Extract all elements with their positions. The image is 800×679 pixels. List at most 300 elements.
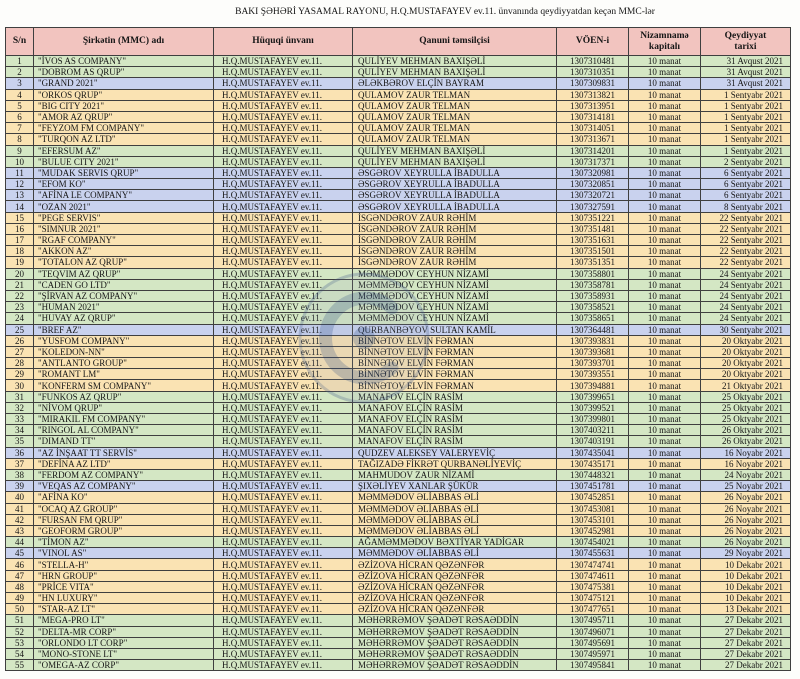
row-number-cell: 5 (6, 100, 34, 111)
registration-date-cell: 25 Oktyabr 2021 (701, 414, 791, 425)
row-number-cell: 53 (6, 637, 34, 648)
registration-date-cell: 20 Oktyabr 2021 (701, 369, 791, 380)
registration-date-cell: 27 Dekabr 2021 (701, 615, 791, 626)
table-row (6, 503, 791, 514)
legal-address-cell: H.Q.MUSTAFAYEV ev.11. (214, 235, 353, 246)
charter-capital-cell: 10 manat (629, 481, 701, 492)
company-name-cell: "AFİNA LE COMPANY" (34, 190, 214, 201)
row-number-cell: 3 (6, 78, 34, 89)
charter-capital-cell: 10 manat (629, 111, 701, 122)
legal-address-cell: H.Q.MUSTAFAYEV ev.11. (214, 581, 353, 592)
legal-representative-cell: QULAMOV ZAUR TELMAN (353, 89, 557, 100)
registration-date-cell: 22 Sentyabr 2021 (701, 235, 791, 246)
tax-id-cell: 1307435041 (557, 447, 629, 458)
legal-address-cell: H.Q.MUSTAFAYEV ev.11. (214, 78, 353, 89)
charter-capital-cell: 10 manat (629, 123, 701, 134)
charter-capital-cell: 10 manat (629, 268, 701, 279)
tax-id-cell: 1307393551 (557, 369, 629, 380)
row-number-cell: 51 (6, 615, 34, 626)
legal-address-cell: H.Q.MUSTAFAYEV ev.11. (214, 604, 353, 615)
charter-capital-cell: 10 manat (629, 402, 701, 413)
table-row (6, 436, 791, 447)
legal-address-cell: H.Q.MUSTAFAYEV ev.11. (214, 380, 353, 391)
row-number-cell: 12 (6, 179, 34, 190)
table-row (6, 257, 791, 268)
legal-representative-cell: MƏMMƏDOV ƏLİABBAS ƏLİ (353, 548, 557, 559)
legal-representative-cell: MƏMMƏDOV ƏLİABBAS ƏLİ (353, 514, 557, 525)
company-name-cell: "STAR-AZ LT" (34, 604, 214, 615)
legal-representative-cell: ƏZİZOVA HİCRAN QƏZƏNFƏR (353, 604, 557, 615)
legal-address-cell: H.Q.MUSTAFAYEV ev.11. (214, 167, 353, 178)
charter-capital-cell: 10 manat (629, 235, 701, 246)
registration-date-cell: 27 Dekabr 2021 (701, 648, 791, 659)
company-name-cell: "EFERSUM AZ" (34, 145, 214, 156)
header-row (6, 28, 791, 56)
company-name-cell: "TEQVIM AZ QRUP" (34, 268, 214, 279)
company-name-cell: "FUNKOS AZ QRUP" (34, 391, 214, 402)
charter-capital-cell: 10 manat (629, 604, 701, 615)
legal-address-cell: H.Q.MUSTAFAYEV ev.11. (214, 402, 353, 413)
legal-address-cell: H.Q.MUSTAFAYEV ev.11. (214, 89, 353, 100)
registration-date-cell: 20 Oktyabr 2021 (701, 346, 791, 357)
charter-capital-cell: 10 manat (629, 89, 701, 100)
table-row (6, 56, 791, 67)
registration-date-cell: 26 Oktyabr 2021 (701, 425, 791, 436)
charter-capital-cell: 10 manat (629, 458, 701, 469)
row-number-cell: 52 (6, 626, 34, 637)
table-row (6, 190, 791, 201)
legal-representative-cell: BİNNƏTOV ELVİN FƏRMAN (353, 358, 557, 369)
tax-id-cell: 1307403211 (557, 425, 629, 436)
company-name-cell: "MUDAK SERVIS QRUP" (34, 167, 214, 178)
charter-capital-cell: 10 manat (629, 637, 701, 648)
tax-id-cell: 1307496071 (557, 626, 629, 637)
charter-capital-cell: 10 manat (629, 335, 701, 346)
legal-address-cell: H.Q.MUSTAFAYEV ev.11. (214, 134, 353, 145)
registration-date-cell: 1 Sentyabr 2021 (701, 100, 791, 111)
table-row (6, 212, 791, 223)
registration-date-cell: 20 Oktyabr 2021 (701, 358, 791, 369)
row-number-cell: 55 (6, 660, 34, 671)
tax-id-cell: 1307364481 (557, 324, 629, 335)
charter-capital-cell: 10 manat (629, 358, 701, 369)
tax-id-cell: 1307358651 (557, 313, 629, 324)
row-number-cell: 20 (6, 268, 34, 279)
company-name-cell: "ORLONDO LT CORP" (34, 637, 214, 648)
tax-id-cell: 1307495711 (557, 615, 629, 626)
legal-representative-cell: MANAFOV ELÇİN RASİM (353, 402, 557, 413)
legal-address-cell: H.Q.MUSTAFAYEV ev.11. (214, 156, 353, 167)
row-number-cell: 40 (6, 492, 34, 503)
tax-id-cell: 1307358521 (557, 302, 629, 313)
registration-date-cell: 25 Noyabr 2021 (701, 481, 791, 492)
company-name-cell: "AKKON AZ" (34, 246, 214, 257)
registration-date-cell: 26 Oktyabr 2021 (701, 436, 791, 447)
company-name-cell: "BIG CITY 2021" (34, 100, 214, 111)
legal-representative-cell: MƏMMƏDOV CEYHUN NİZAMİ (353, 268, 557, 279)
legal-address-cell: H.Q.MUSTAFAYEV ev.11. (214, 111, 353, 122)
legal-address-cell: H.Q.MUSTAFAYEV ev.11. (214, 514, 353, 525)
registration-date-cell: 1 Sentyabr 2021 (701, 89, 791, 100)
table-row (6, 290, 791, 301)
tax-id-cell: 1307455631 (557, 548, 629, 559)
row-number-cell: 30 (6, 380, 34, 391)
legal-representative-cell: ƏZİZOVA HİCRAN QƏZƏNFƏR (353, 593, 557, 604)
charter-capital-cell: 10 manat (629, 369, 701, 380)
legal-representative-cell: İSGƏNDƏROV ZAUR RƏHİM (353, 223, 557, 234)
legal-representative-cell: QULİYEV MEHMAN BAXIŞƏLİ (353, 67, 557, 78)
company-name-cell: "PEGE SERVIS" (34, 212, 214, 223)
legal-representative-cell: QULİYEV MEHMAN BAXIŞƏLİ (353, 56, 557, 67)
row-number-cell: 33 (6, 414, 34, 425)
legal-address-cell: H.Q.MUSTAFAYEV ev.11. (214, 223, 353, 234)
table-row (6, 469, 791, 480)
company-name-cell: "OCAQ AZ GROUP" (34, 503, 214, 514)
registration-date-cell: 1 Sentyabr 2021 (701, 134, 791, 145)
tax-id-cell: 1307314181 (557, 111, 629, 122)
legal-address-cell: H.Q.MUSTAFAYEV ev.11. (214, 268, 353, 279)
legal-address-cell: H.Q.MUSTAFAYEV ev.11. (214, 391, 353, 402)
registration-date-cell: 24 Sentyabr 2021 (701, 313, 791, 324)
tax-id-cell: 1307474741 (557, 559, 629, 570)
tax-id-cell: 1307313671 (557, 134, 629, 145)
company-name-cell: "MONO-STONE LT" (34, 648, 214, 659)
charter-capital-cell: 10 manat (629, 134, 701, 145)
legal-address-cell: H.Q.MUSTAFAYEV ev.11. (214, 335, 353, 346)
tax-id-cell: 1307309831 (557, 78, 629, 89)
table-row (6, 380, 791, 391)
legal-address-cell: H.Q.MUSTAFAYEV ev.11. (214, 425, 353, 436)
company-name-cell: "AMOR AZ QRUP" (34, 111, 214, 122)
table-row (6, 570, 791, 581)
table-row (6, 514, 791, 525)
row-number-cell: 26 (6, 335, 34, 346)
company-name-cell: "BREF AZ" (34, 324, 214, 335)
legal-address-cell: H.Q.MUSTAFAYEV ev.11. (214, 212, 353, 223)
registration-date-cell: 22 Sentyabr 2021 (701, 223, 791, 234)
company-name-cell: "TİMON AZ" (34, 537, 214, 548)
legal-representative-cell: BİNNƏTOV ELVİN FƏRMAN (353, 380, 557, 391)
table-row (6, 145, 791, 156)
legal-representative-cell: MANAFOV ELÇİN RASİM (353, 436, 557, 447)
legal-address-cell: H.Q.MUSTAFAYEV ev.11. (214, 648, 353, 659)
registration-date-cell: 22 Sentyabr 2021 (701, 212, 791, 223)
tax-id-cell: 1307495691 (557, 637, 629, 648)
charter-capital-cell: 10 manat (629, 167, 701, 178)
legal-representative-cell: MƏHƏRRƏMOV ŞƏADƏT RƏSAƏDDİN (353, 660, 557, 671)
legal-address-cell: H.Q.MUSTAFAYEV ev.11. (214, 660, 353, 671)
row-number-cell: 34 (6, 425, 34, 436)
table-row (6, 626, 791, 637)
legal-address-cell: H.Q.MUSTAFAYEV ev.11. (214, 548, 353, 559)
registration-date-cell: 10 Dekabr 2021 (701, 581, 791, 592)
charter-capital-cell: 10 manat (629, 436, 701, 447)
registration-date-cell: 26 Noyabr 2021 (701, 503, 791, 514)
company-name-cell: "AZ İNŞAAT TT SERVİS" (34, 447, 214, 458)
legal-representative-cell: MAHMUDOV ZAUR NİZAMİ (353, 469, 557, 480)
table-row (6, 525, 791, 536)
legal-representative-cell: MƏHƏRRƏMOV ŞƏADƏT RƏSAƏDDİN (353, 626, 557, 637)
table-header (6, 28, 791, 56)
registration-date-cell: 26 Noyabr 2021 (701, 525, 791, 536)
registration-date-cell: 27 Dekabr 2021 (701, 637, 791, 648)
registration-date-cell: 1 Sentyabr 2021 (701, 145, 791, 156)
legal-address-cell: H.Q.MUSTAFAYEV ev.11. (214, 447, 353, 458)
row-number-cell: 37 (6, 458, 34, 469)
legal-representative-cell: BİNNƏTOV ELVİN FƏRMAN (353, 335, 557, 346)
company-name-cell: "DOBROM AS QRUP" (34, 67, 214, 78)
tax-id-cell: 1307351631 (557, 235, 629, 246)
table-row (6, 537, 791, 548)
charter-capital-cell: 10 manat (629, 145, 701, 156)
tax-id-cell: 1307399651 (557, 391, 629, 402)
legal-address-cell: H.Q.MUSTAFAYEV ev.11. (214, 190, 353, 201)
charter-capital-cell: 10 manat (629, 179, 701, 190)
tax-id-cell: 1307320721 (557, 190, 629, 201)
company-name-cell: "İVOS AS COMPANY" (34, 56, 214, 67)
company-name-cell: "ORKOS QRUP" (34, 89, 214, 100)
legal-representative-cell: MANAFOV ELÇİN RASİM (353, 414, 557, 425)
legal-representative-cell: QULAMOV ZAUR TELMAN (353, 111, 557, 122)
company-name-cell: "SIMNUR 2021" (34, 223, 214, 234)
tax-id-cell: 1307320981 (557, 167, 629, 178)
company-name-cell: "KONFERM SM COMPANY" (34, 380, 214, 391)
tax-id-cell: 1307475121 (557, 593, 629, 604)
charter-capital-cell: 10 manat (629, 313, 701, 324)
legal-representative-cell: ƏSGƏROV XEYRULLA İBADULLA (353, 179, 557, 190)
legal-representative-cell: BİNNƏTOV ELVİN FƏRMAN (353, 346, 557, 357)
table-row (6, 179, 791, 190)
row-number-cell: 43 (6, 525, 34, 536)
company-name-cell: "EFOM KO" (34, 179, 214, 190)
row-number-cell: 45 (6, 548, 34, 559)
legal-address-cell: H.Q.MUSTAFAYEV ev.11. (214, 637, 353, 648)
registration-date-cell: 24 Sentyabr 2021 (701, 268, 791, 279)
table-row (6, 593, 791, 604)
company-name-cell: "CADEN GO LTD" (34, 279, 214, 290)
row-number-cell: 44 (6, 537, 34, 548)
row-number-cell: 29 (6, 369, 34, 380)
tax-id-cell: 1307351481 (557, 223, 629, 234)
row-number-cell: 22 (6, 290, 34, 301)
company-name-cell: "GRAND 2021" (34, 78, 214, 89)
tax-id-cell: 1307453081 (557, 503, 629, 514)
charter-capital-cell: 10 manat (629, 380, 701, 391)
table-row (6, 335, 791, 346)
legal-address-cell: H.Q.MUSTAFAYEV ev.11. (214, 302, 353, 313)
table-row (6, 89, 791, 100)
row-number-cell: 31 (6, 391, 34, 402)
row-number-cell: 11 (6, 167, 34, 178)
legal-representative-cell: ƏLƏKBƏROV ELÇİN BAYRAM (353, 78, 557, 89)
charter-capital-cell: 10 manat (629, 537, 701, 548)
charter-capital-cell: 10 manat (629, 615, 701, 626)
row-number-cell: 50 (6, 604, 34, 615)
header-charter-capital: Nizamnamə kapitalı (629, 28, 701, 56)
document-title: BAKI ŞƏHƏRİ YASAMAL RAYONU, H.Q.MUSTAFAYEV ev.11. ünvanında qeydiyyatdan keçən MMC-lər (235, 7, 655, 17)
charter-capital-cell: 10 manat (629, 626, 701, 637)
company-registry-table (5, 27, 791, 671)
tax-id-cell: 1307452981 (557, 525, 629, 536)
header-legal-address: Hüquqi ünvanı (214, 28, 353, 56)
row-number-cell: 47 (6, 570, 34, 581)
legal-representative-cell: ƏZİZOVA HİCRAN QƏZƏNFƏR (353, 559, 557, 570)
legal-address-cell: H.Q.MUSTAFAYEV ev.11. (214, 290, 353, 301)
legal-address-cell: H.Q.MUSTAFAYEV ev.11. (214, 492, 353, 503)
table-row (6, 78, 791, 89)
legal-representative-cell: BİNNƏTOV ELVİN FƏRMAN (353, 369, 557, 380)
row-number-cell: 35 (6, 436, 34, 447)
company-name-cell: "STELLA-H" (34, 559, 214, 570)
table-row (6, 324, 791, 335)
legal-representative-cell: İSGƏNDƏROV ZAUR RƏHİM (353, 235, 557, 246)
registration-date-cell: 20 Oktyabr 2021 (701, 335, 791, 346)
company-name-cell: "DELTA-MR CORP" (34, 626, 214, 637)
legal-representative-cell: MƏMMƏDOV CEYHUN NİZAMİ (353, 290, 557, 301)
legal-address-cell: H.Q.MUSTAFAYEV ev.11. (214, 201, 353, 212)
table-row (6, 67, 791, 78)
table-row (6, 447, 791, 458)
legal-address-cell: H.Q.MUSTAFAYEV ev.11. (214, 559, 353, 570)
registration-date-cell: 25 Oktyabr 2021 (701, 402, 791, 413)
table-row (6, 369, 791, 380)
table-row (6, 346, 791, 357)
tax-id-cell: 1307317371 (557, 156, 629, 167)
legal-address-cell: H.Q.MUSTAFAYEV ev.11. (214, 369, 353, 380)
table-row (6, 425, 791, 436)
charter-capital-cell: 10 manat (629, 581, 701, 592)
legal-representative-cell: QULAMOV ZAUR TELMAN (353, 123, 557, 134)
legal-representative-cell: ŞIXƏLİYEV XANLAR ŞÜKÜR (353, 481, 557, 492)
legal-representative-cell: İSGƏNDƏROV ZAUR RƏHİM (353, 257, 557, 268)
legal-address-cell: H.Q.MUSTAFAYEV ev.11. (214, 414, 353, 425)
table-row (6, 414, 791, 425)
company-name-cell: "FEYZOM FM COMPANY" (34, 123, 214, 134)
row-number-cell: 28 (6, 358, 34, 369)
table-row (6, 134, 791, 145)
row-number-cell: 41 (6, 503, 34, 514)
company-name-cell: "VEQAS AZ COMPANY" (34, 481, 214, 492)
legal-address-cell: H.Q.MUSTAFAYEV ev.11. (214, 279, 353, 290)
row-number-cell: 46 (6, 559, 34, 570)
company-name-cell: "TURQON AZ LTD" (34, 134, 214, 145)
row-number-cell: 10 (6, 156, 34, 167)
tax-id-cell: 1307453101 (557, 514, 629, 525)
charter-capital-cell: 10 manat (629, 469, 701, 480)
tax-id-cell: 1307477651 (557, 604, 629, 615)
legal-representative-cell: QUDZEV ALEKSEY VALERYEVİÇ (353, 447, 557, 458)
legal-representative-cell: MƏHƏRRƏMOV ŞƏADƏT RƏSAƏDDİN (353, 637, 557, 648)
table-row (6, 458, 791, 469)
legal-representative-cell: TAĞIZADƏ FİKRƏT QURBANƏLİYEVİÇ (353, 458, 557, 469)
tax-id-cell: 1307314201 (557, 145, 629, 156)
company-name-cell: "HN LUXURY" (34, 593, 214, 604)
legal-address-cell: H.Q.MUSTAFAYEV ev.11. (214, 123, 353, 134)
company-name-cell: "BULUE CITY 2021" (34, 156, 214, 167)
charter-capital-cell: 10 manat (629, 212, 701, 223)
table-body (6, 56, 791, 671)
table-row (6, 167, 791, 178)
company-name-cell: "FERDOM AZ COMPANY" (34, 469, 214, 480)
legal-representative-cell: MƏMMƏDOV ƏLİABBAS ƏLİ (353, 525, 557, 536)
row-number-cell: 18 (6, 246, 34, 257)
legal-representative-cell: MƏMMƏDOV CEYHUN NİZAMİ (353, 302, 557, 313)
tax-id-cell: 1307393831 (557, 335, 629, 346)
charter-capital-cell: 10 manat (629, 391, 701, 402)
legal-address-cell: H.Q.MUSTAFAYEV ev.11. (214, 313, 353, 324)
tax-id-cell: 1307454021 (557, 537, 629, 548)
registration-date-cell: 22 Sentyabr 2021 (701, 246, 791, 257)
tax-id-cell: 1307320851 (557, 179, 629, 190)
company-name-cell: "YUSFOM COMPANY" (34, 335, 214, 346)
table-row (6, 604, 791, 615)
table-row (6, 559, 791, 570)
charter-capital-cell: 10 manat (629, 425, 701, 436)
charter-capital-cell: 10 manat (629, 279, 701, 290)
company-name-cell: "MEGA-PRO LT" (34, 615, 214, 626)
registration-date-cell: 1 Sentyabr 2021 (701, 111, 791, 122)
legal-representative-cell: ƏZİZOVA HİCRAN QƏZƏNFƏR (353, 581, 557, 592)
tax-id-cell: 1307452851 (557, 492, 629, 503)
row-number-cell: 39 (6, 481, 34, 492)
company-name-cell: "ROMANT LM" (34, 369, 214, 380)
tax-id-cell: 1307351501 (557, 246, 629, 257)
legal-address-cell: H.Q.MUSTAFAYEV ev.11. (214, 436, 353, 447)
table-row (6, 223, 791, 234)
registry-table-container (5, 27, 790, 671)
registration-date-cell: 22 Sentyabr 2021 (701, 257, 791, 268)
tax-id-cell: 1307394881 (557, 380, 629, 391)
company-name-cell: "RGAF COMPANY" (34, 235, 214, 246)
legal-address-cell: H.Q.MUSTAFAYEV ev.11. (214, 481, 353, 492)
legal-representative-cell: MANAFOV ELÇİN RASİM (353, 391, 557, 402)
legal-representative-cell: İSGƏNDƏROV ZAUR RƏHİM (353, 246, 557, 257)
legal-address-cell: H.Q.MUSTAFAYEV ev.11. (214, 615, 353, 626)
header-tax-id: VÖEN-i (557, 28, 629, 56)
registration-date-cell: 25 Oktyabr 2021 (701, 391, 791, 402)
registration-date-cell: 8 Sentyabr 2021 (701, 201, 791, 212)
legal-representative-cell: QULİYEV MEHMAN BAXIŞƏLİ (353, 156, 557, 167)
charter-capital-cell: 10 manat (629, 324, 701, 335)
registration-date-cell: 13 Dekabr 2021 (701, 604, 791, 615)
registration-date-cell: 21 Oktyabr 2021 (701, 380, 791, 391)
charter-capital-cell: 10 manat (629, 246, 701, 257)
legal-representative-cell: QULAMOV ZAUR TELMAN (353, 134, 557, 145)
row-number-cell: 21 (6, 279, 34, 290)
legal-representative-cell: MƏHƏRRƏMOV ŞƏADƏT RƏSAƏDDİN (353, 615, 557, 626)
legal-representative-cell: ƏSGƏROV XEYRULLA İBADULLA (353, 167, 557, 178)
legal-representative-cell: MƏHƏRRƏMOV ŞƏADƏT RƏSAƏDDİN (353, 648, 557, 659)
company-name-cell: "PRİCE VITA" (34, 581, 214, 592)
legal-representative-cell: ƏSGƏROV XEYRULLA İBADULLA (353, 190, 557, 201)
company-name-cell: "FURSAN FM QRUP" (34, 514, 214, 525)
row-number-cell: 13 (6, 190, 34, 201)
charter-capital-cell: 10 manat (629, 201, 701, 212)
row-number-cell: 2 (6, 67, 34, 78)
legal-address-cell: H.Q.MUSTAFAYEV ev.11. (214, 246, 353, 257)
legal-address-cell: H.Q.MUSTAFAYEV ev.11. (214, 67, 353, 78)
row-number-cell: 32 (6, 402, 34, 413)
charter-capital-cell: 10 manat (629, 223, 701, 234)
legal-representative-cell: ƏSGƏROV XEYRULLA İBADULLA (353, 201, 557, 212)
charter-capital-cell: 10 manat (629, 447, 701, 458)
charter-capital-cell: 10 manat (629, 414, 701, 425)
registration-date-cell: 10 Dekabr 2021 (701, 570, 791, 581)
row-number-cell: 15 (6, 212, 34, 223)
table-row (6, 156, 791, 167)
tax-id-cell: 1307351351 (557, 257, 629, 268)
row-number-cell: 27 (6, 346, 34, 357)
